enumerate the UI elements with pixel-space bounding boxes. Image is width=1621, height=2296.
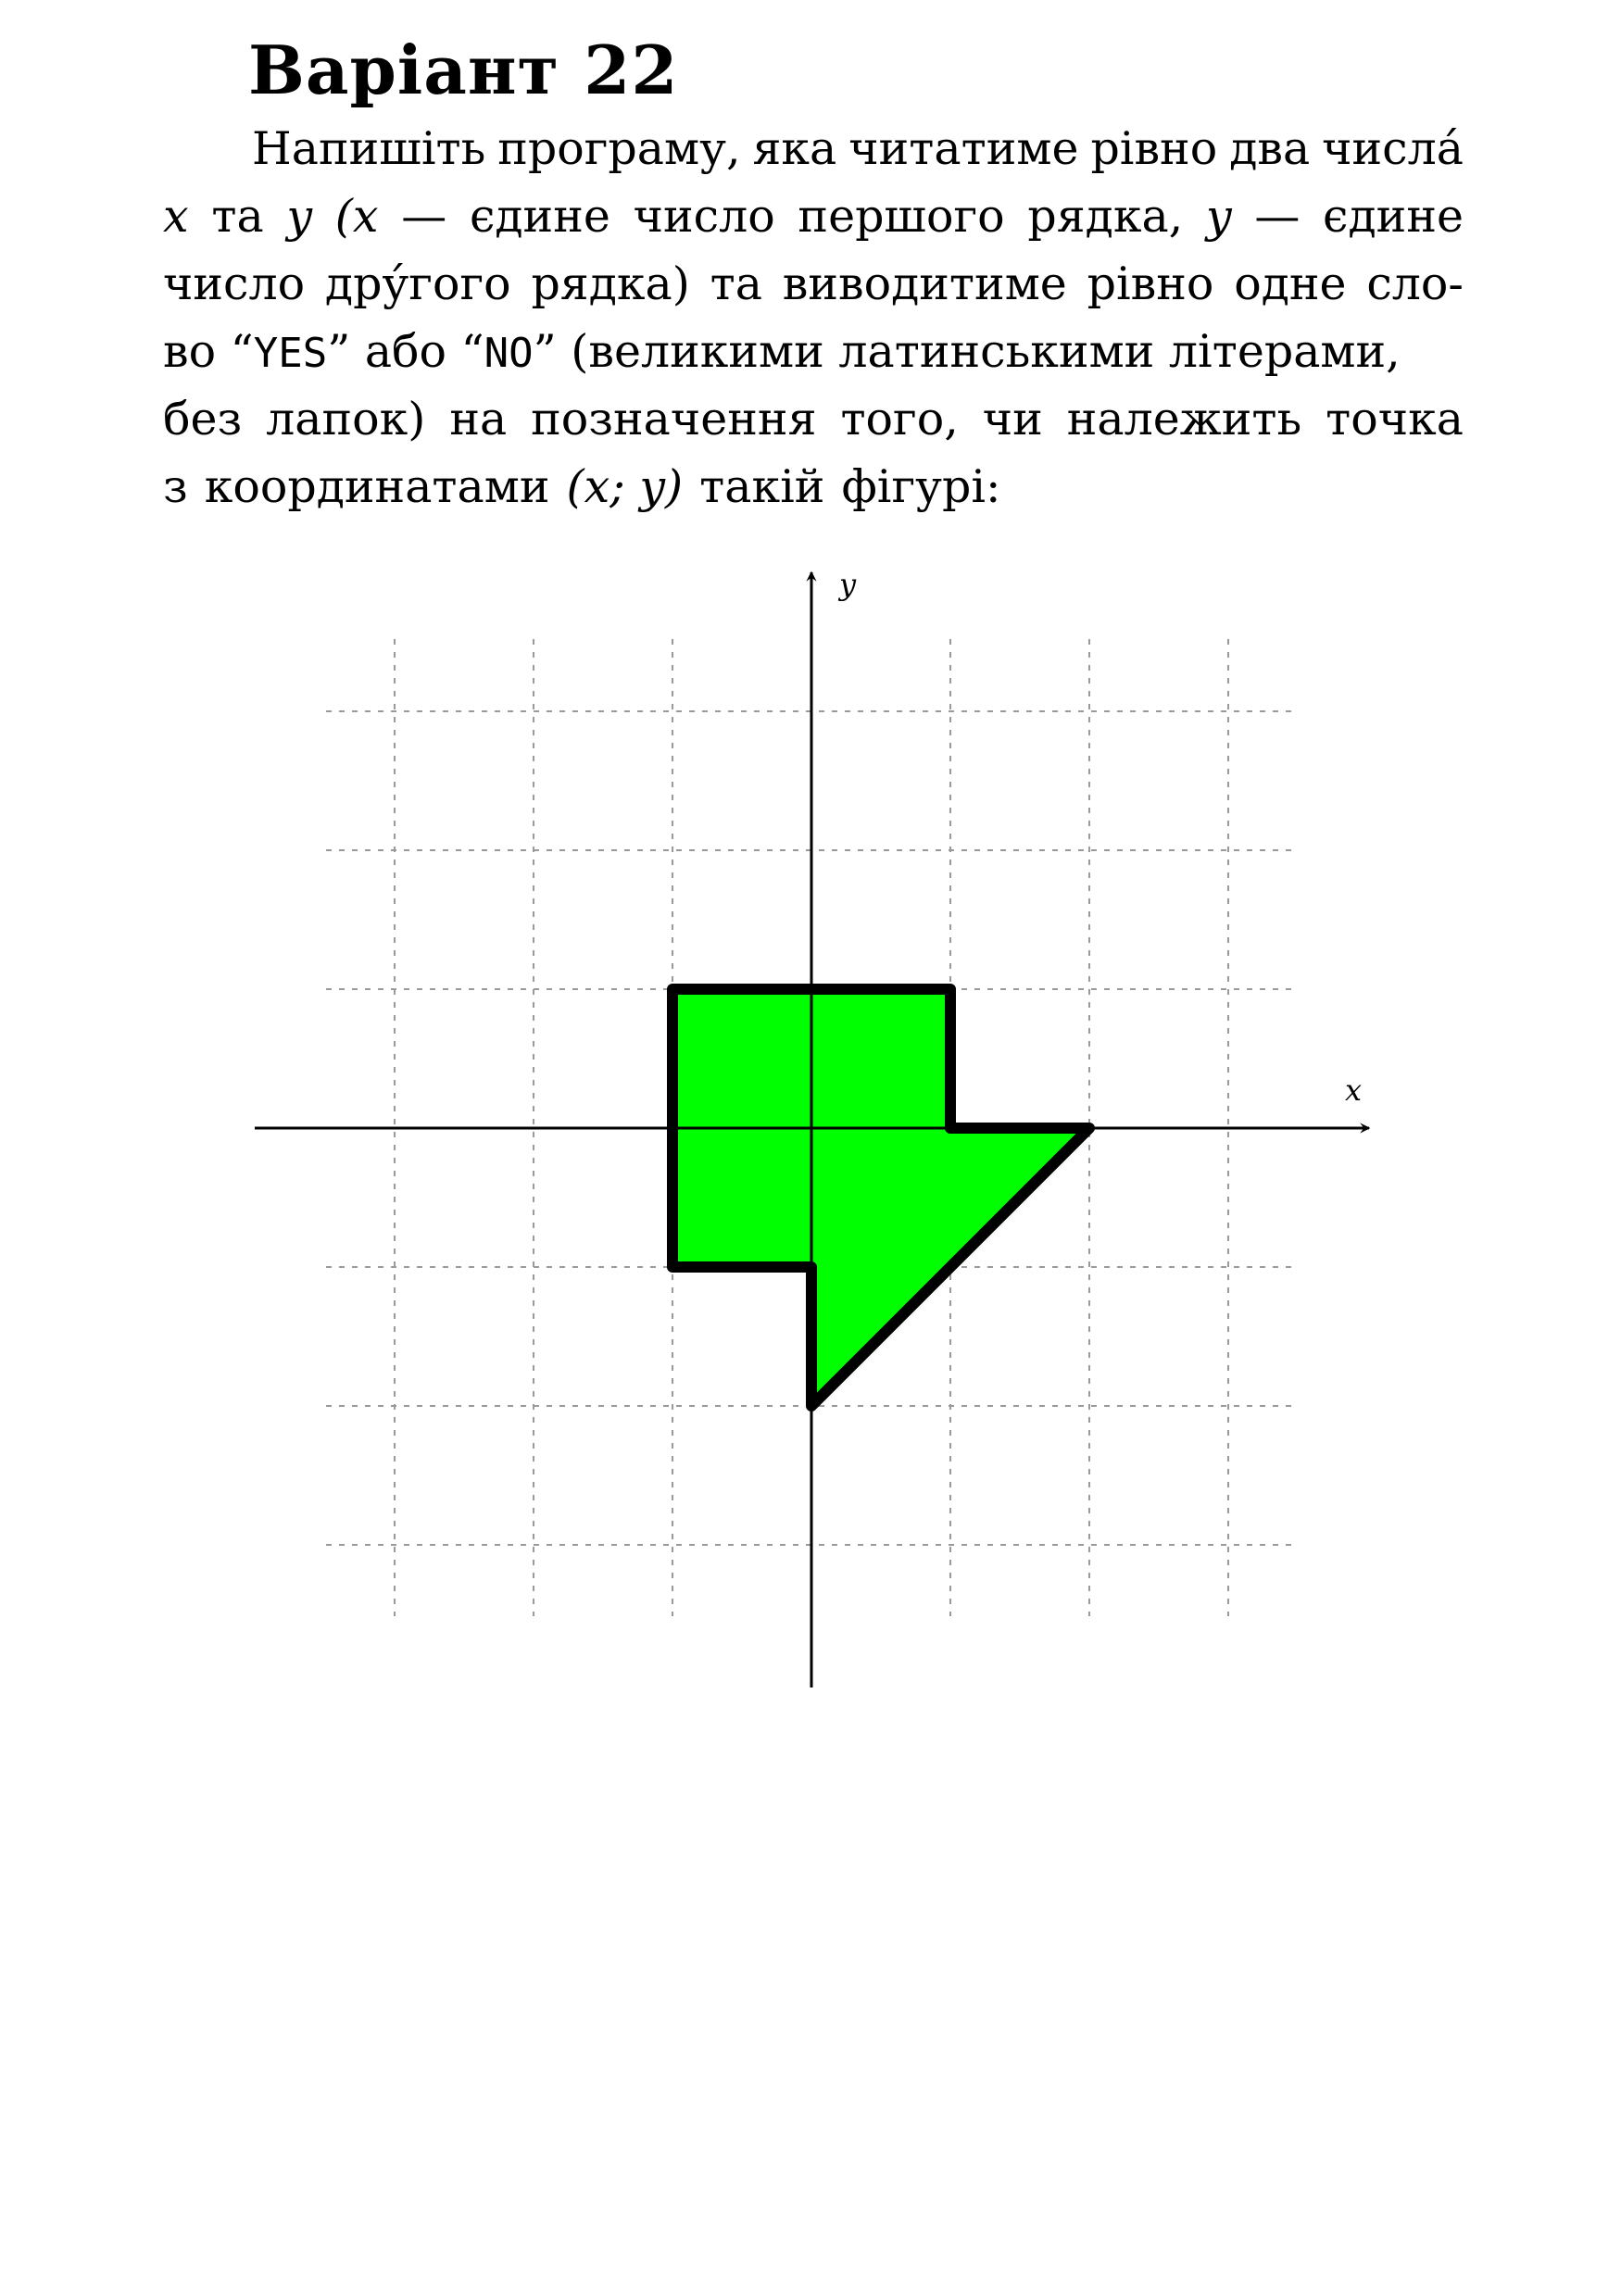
math-var: x (163, 190, 189, 243)
word: одне (1234, 257, 1347, 310)
word: позначення (531, 393, 817, 445)
word: належить (1066, 393, 1302, 445)
math-var: y (286, 190, 313, 243)
yes-keyword: YES (253, 330, 328, 377)
word: ” (великими латинськими літерами, (533, 325, 1401, 378)
word: програму, (497, 122, 741, 175)
word: та (211, 190, 264, 243)
word: з (163, 460, 188, 513)
word: єдине (1323, 190, 1464, 243)
word: координатами (204, 460, 550, 513)
word: рівно (1087, 257, 1214, 310)
word: та (710, 257, 762, 310)
no-keyword: NO (484, 330, 534, 377)
word: такій (699, 460, 825, 513)
word: число (633, 190, 775, 243)
word: фігурі: (841, 460, 1001, 513)
word: во “ (163, 325, 254, 378)
word: яка (752, 122, 837, 175)
word: дру́гого (324, 257, 511, 310)
word: Напишіть (252, 122, 486, 175)
word: ” або “ (327, 325, 484, 378)
word: число (163, 257, 306, 310)
word: першого (798, 190, 1005, 243)
word: виводитиме (782, 257, 1067, 310)
shaded-region (672, 989, 1089, 1406)
word: два (1229, 122, 1311, 175)
word: — (401, 190, 447, 243)
word: того, (840, 393, 959, 445)
word: сло- (1366, 257, 1464, 310)
word: числа́ (1322, 122, 1464, 175)
x-axis-label: x (1345, 1073, 1363, 1108)
word: рівно (1090, 122, 1218, 175)
word: — (1254, 190, 1301, 243)
word: читатиме (848, 122, 1079, 175)
word: рядка, (1027, 190, 1184, 243)
page-title: Варіант 22 (248, 31, 679, 109)
word: єдине (469, 190, 610, 243)
y-axis-label: y (839, 567, 857, 602)
word: точка (1326, 393, 1464, 445)
word: рядка) (531, 257, 690, 310)
coordinates: (x; y) (566, 460, 684, 513)
word: лапок) (266, 393, 426, 445)
word: на (449, 393, 508, 445)
math-var: y (1205, 190, 1232, 243)
word: чи (982, 393, 1043, 445)
word: без (163, 393, 243, 445)
math-var: (x (334, 190, 379, 243)
